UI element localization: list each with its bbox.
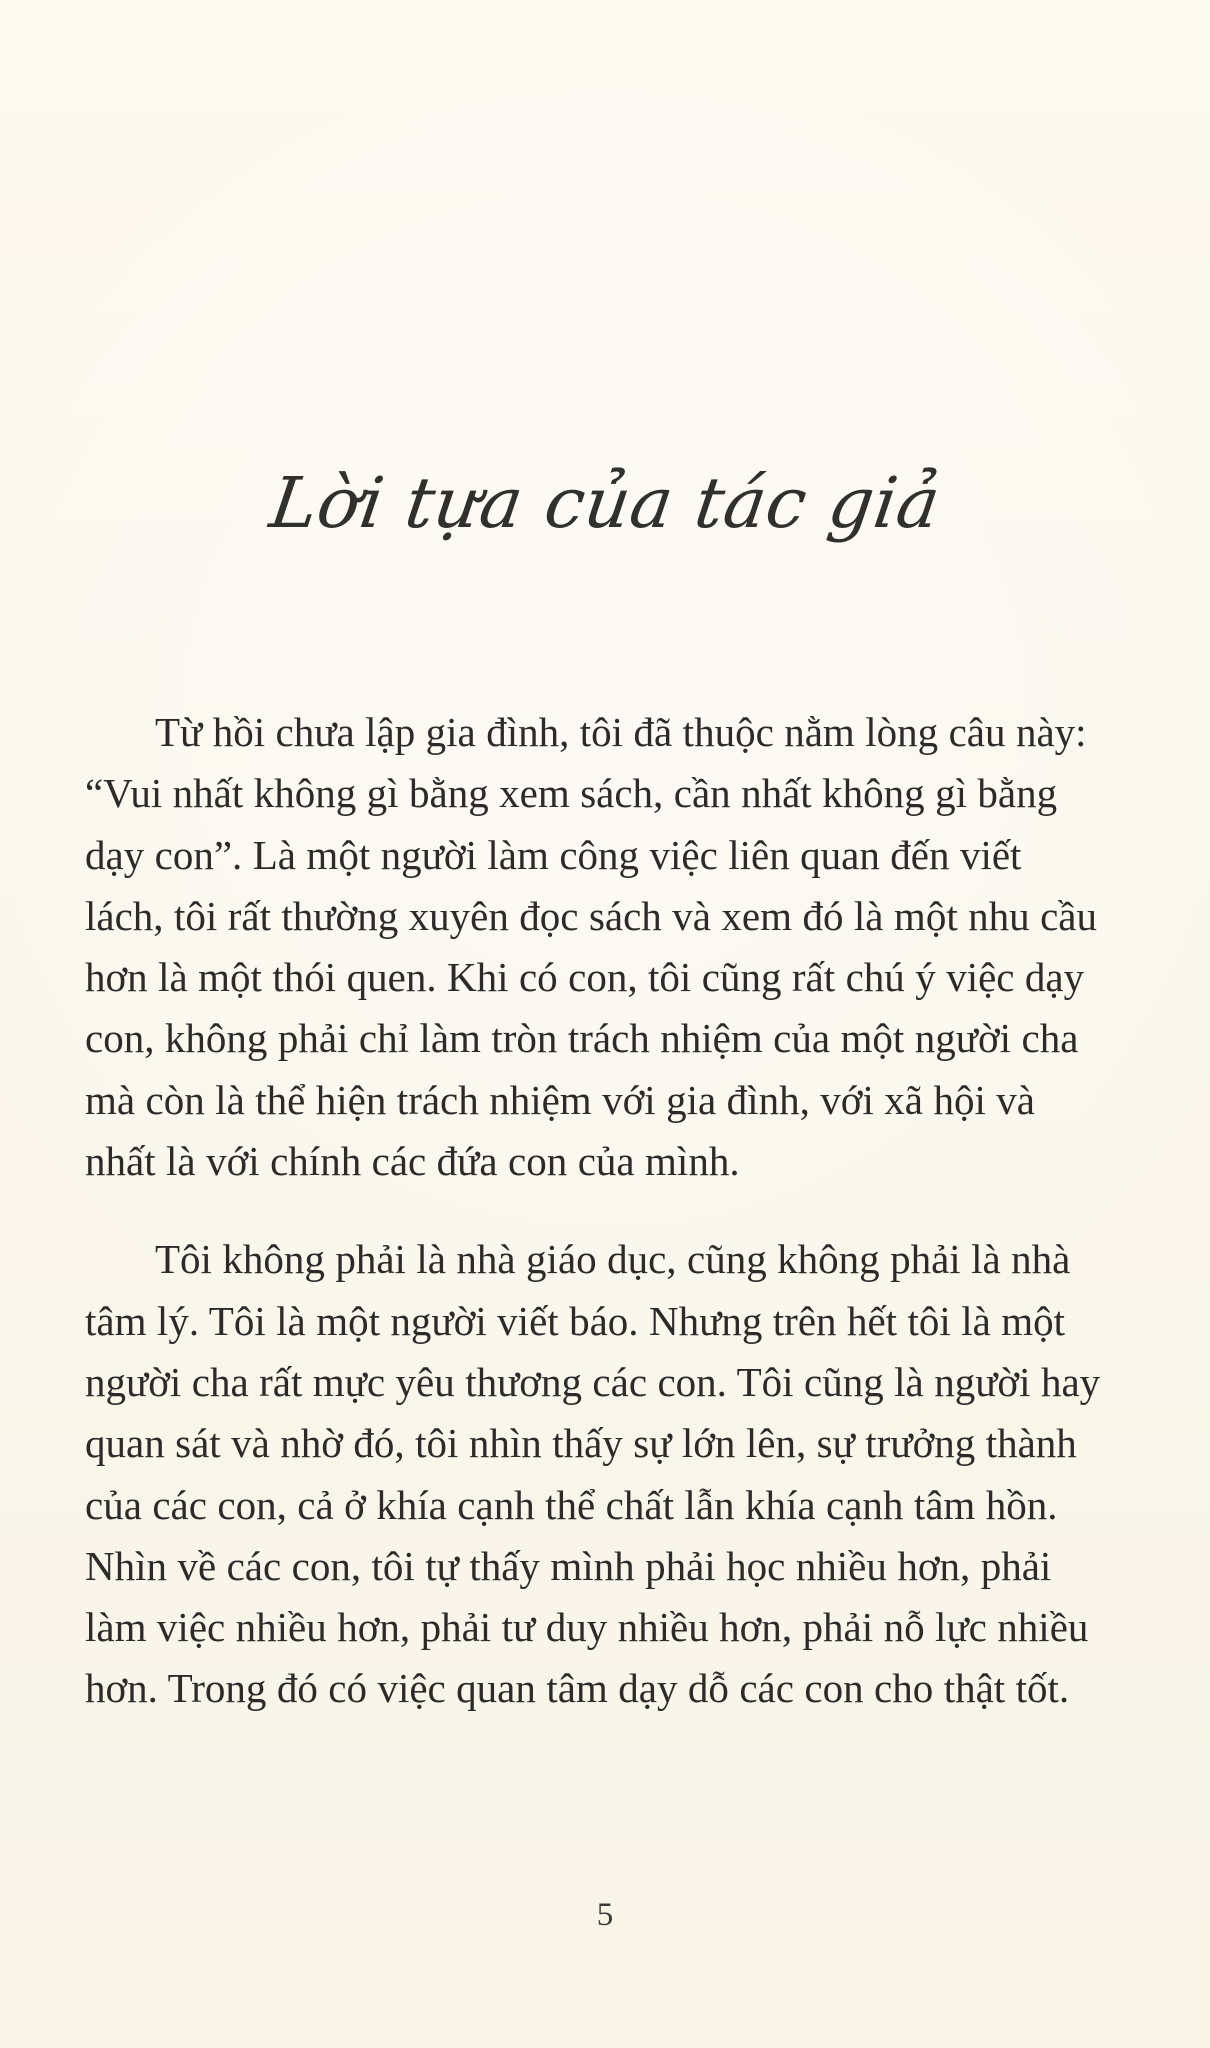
page-number: 5 [596,1897,614,1933]
page-title: Lời tựa của tác giả [264,462,945,544]
paragraph-2: Tôi không phải là nhà giáo dục, cũng không phải là nhà tâm lý. Tôi là một người viết báo. Nhưng trên hết tôi là một người cha rất mực yêu thương các con. Tôi cũng là người hay quan sát và nhờ đó, tôi nhìn thấy sự lớn lên, sự trưởng thành của các con, cả ở khía cạnh thể chất lẫn khía cạnh tâm hồn. Nhìn về các con, tôi tự thấy mình phải học nhiều hơn, phải làm việc nhiều hơn, phải tư duy nhiều hơn, phải nỗ lực nhiều hơn. Trong đó có việc quan tâm dạy dỗ các con cho thật tốt. [85,1236,1101,1712]
page-content [85,702,1103,1720]
paragraph-1: Từ hồi chưa lập gia đình, tôi đã thuộc nằm lòng câu này: “Vui nhất không gì bằng xem sách, cần nhất không gì bằng dạy con”. Là một người làm công việc liên quan đến viết lách, tôi rất thường xuyên đọc sách và xem đó là một nhu cầu hơn là một thói quen. Khi có con, tôi cũng rất chú ý việc dạy con, không phải chỉ làm tròn trách nhiệm của một người cha mà còn là thể hiện trách nhiệm với gia đình, với xã hội và nhất là với chính các đứa con của mình. [85,709,1098,1185]
title-wrap [0,462,1210,544]
